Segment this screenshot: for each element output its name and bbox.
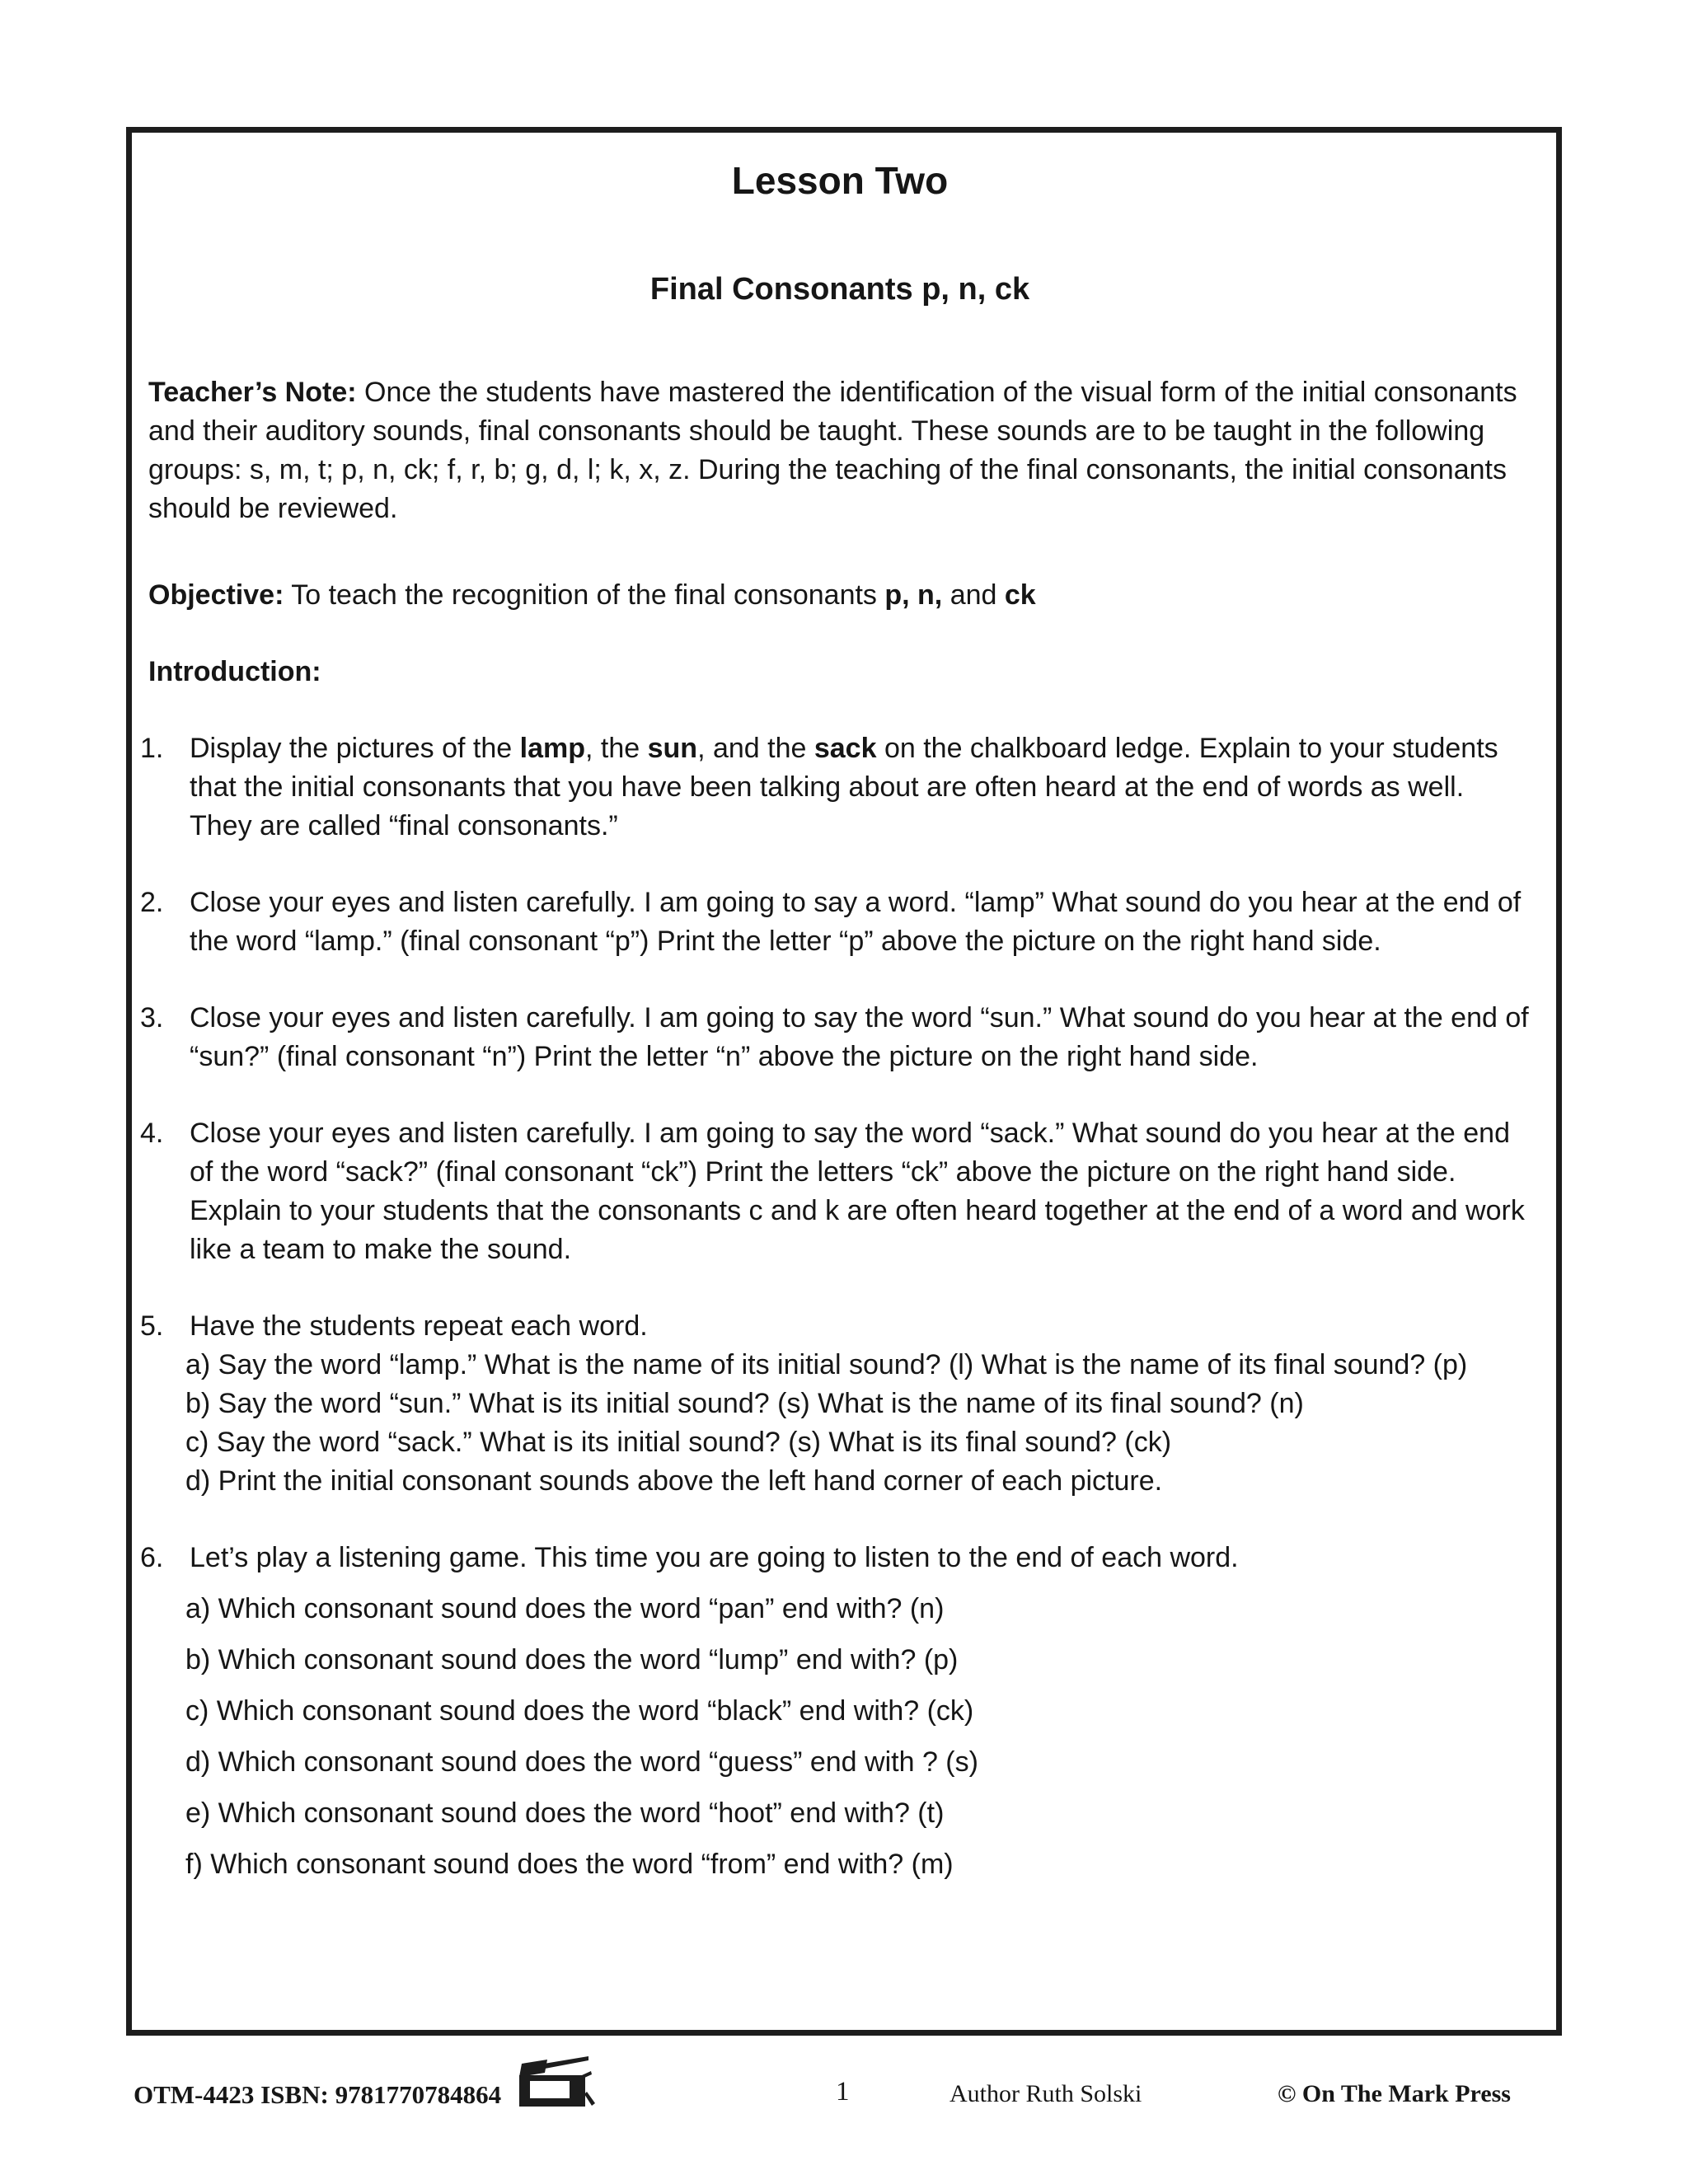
lesson-substep-5b: b) Say the word “sun.” What is its initial sound? (s) What is the name of its final sound? (n) (185, 1388, 1304, 1419)
lesson-step-2 (140, 883, 1531, 961)
objective-bold-2: ck (1004, 579, 1036, 611)
step-number: 5. (140, 1310, 164, 1342)
lesson-substep-6a: a) Which consonant sound does the word “pan” end with? (n) (185, 1593, 945, 1624)
page-number: 1 (836, 2077, 850, 2107)
step-text: Have the students repeat each word. (190, 1310, 648, 1342)
lesson-substep-6c: c) Which consonant sound does the word “black” end with? (ck) (185, 1695, 974, 1727)
content-border-box (126, 127, 1562, 2036)
lesson-substep-6f: f) Which consonant sound does the word “from” end with? (m) (185, 1849, 954, 1880)
lesson-step-1 (140, 729, 1531, 846)
footer-copyright: © On The Mark Press (1278, 2080, 1511, 2107)
teachers-note-label: Teacher’s Note: (148, 377, 357, 408)
objective-text-2: and (942, 579, 1005, 611)
keyword-sack: sack (814, 733, 877, 764)
lesson-step-3 (140, 999, 1531, 1076)
footer-author: Author Ruth Solski (950, 2080, 1142, 2107)
on-the-mark-press-logo-icon (516, 2054, 595, 2114)
objective (148, 576, 1531, 615)
step-number: 2. (140, 887, 164, 918)
lesson-step-6 (140, 1539, 1531, 1577)
footer-isbn: OTM-4423 ISBN: 9781770784864 (134, 2080, 502, 2109)
step-text: Let’s play a listening game. This time you are going to listen to the end of each word. (190, 1542, 1239, 1573)
step-text: on the chalkboard ledge. Explain to your students that the initial consonants that you have been talking about are often heard at the end of words as well. They are called “final consonants.” (190, 733, 1498, 841)
keyword-lamp: lamp (519, 733, 586, 764)
step-number: 6. (140, 1542, 164, 1573)
objective-text-1: To teach the recognition of the final consonants (284, 579, 885, 611)
objective-label: Objective: (148, 579, 284, 611)
step-text: Close your eyes and listen carefully. I am going to say the word “sack.” What sound do you hear at the end of the word “sack?” (final consonant “ck”) Print the letters “ck” above the picture on the right hand side. Explain to your students that the consonants c and k are often heard together at the end of a word and work like a team to make the sound. (190, 1118, 1525, 1265)
lesson-substep-5d: d) Print the initial consonant sounds above the left hand corner of each picture. (185, 1465, 1163, 1497)
lesson-subtitle: Final Consonants p, n, ck (649, 272, 1030, 307)
step-text: Display the pictures of the (190, 733, 520, 764)
lesson-title: Lesson Two (731, 159, 949, 202)
step-number: 3. (140, 1002, 164, 1033)
lesson-step-5 (140, 1307, 1531, 1346)
objective-bold-1: p, n, (884, 579, 943, 611)
lesson-substep-6d: d) Which consonant sound does the word “guess” end with ? (s) (185, 1746, 978, 1778)
step-number: 4. (140, 1118, 164, 1149)
step-text: , and the (697, 733, 814, 764)
step-text: , the (585, 733, 648, 764)
lesson-substep-5c: c) Say the word “sack.” What is its initial sound? (s) What is its final sound? (ck) (185, 1427, 1172, 1458)
step-text: Close your eyes and listen carefully. I am going to say a word. “lamp” What sound do you hear at the end of the word “lamp.” (final consonant “p”) Print the letter “p” above the picture on the right hand side. (190, 887, 1522, 957)
step-number: 1. (140, 733, 164, 764)
teachers-note-text: Once the students have mastered the identification of the visual form of the initial consonants and their auditory sounds, final consonants should be taught. These sounds are to be taught in the following groups: s, m, t; p, n, ck; f, r, b; g, d, l; k, x, z. During the teaching of the final consonants, the initial consonants should be reviewed. (148, 377, 1517, 524)
keyword-sun: sun (647, 733, 698, 764)
introduction-heading: Introduction: (148, 656, 321, 687)
teachers-note (148, 373, 1531, 528)
lesson-substep-5a: a) Say the word “lamp.” What is the name of its initial sound? (l) What is the name of its final sound? (p) (185, 1349, 1468, 1380)
lesson-step-4 (140, 1114, 1531, 1269)
step-text: Close your eyes and listen carefully. I am going to say the word “sun.” What sound do you hear at the end of “sun?” (final consonant “n”) Print the letter “n” above the picture on the right hand side. (190, 1002, 1529, 1072)
lesson-substep-6e: e) Which consonant sound does the word “hoot” end with? (t) (185, 1797, 945, 1829)
lesson-substep-6b: b) Which consonant sound does the word “lump” end with? (p) (185, 1644, 959, 1675)
